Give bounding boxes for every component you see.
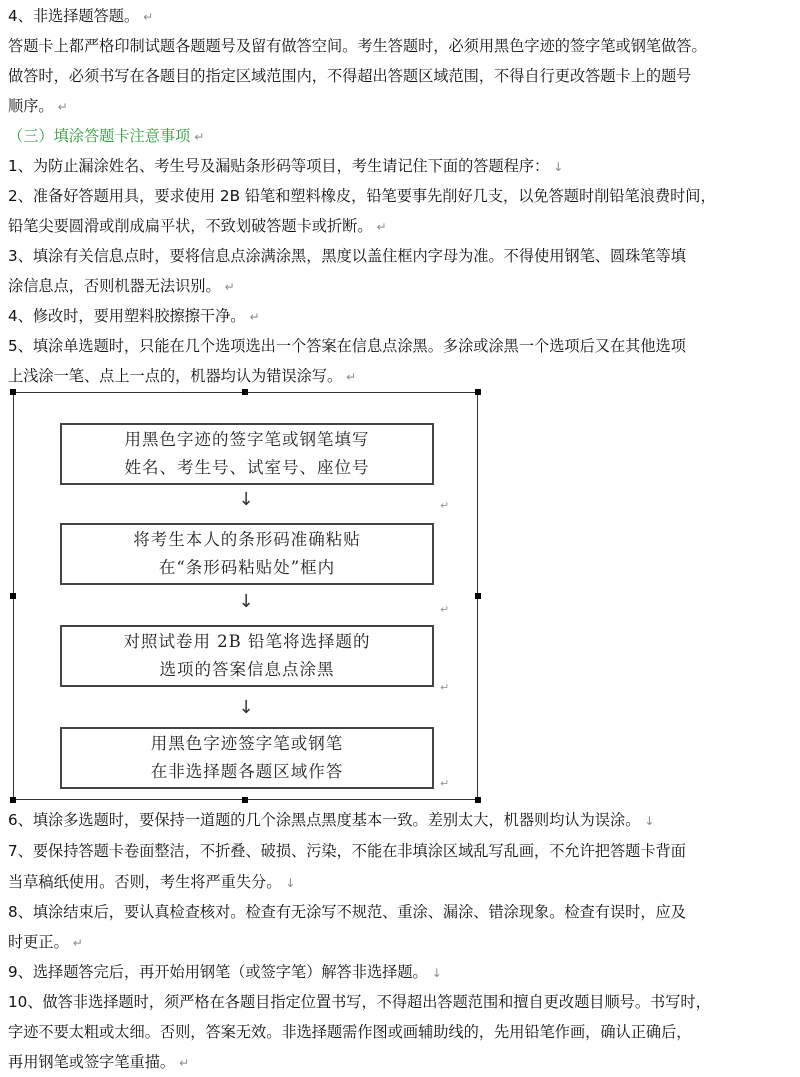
text-line: 上浅涂一笔、点上一点的，机器均认为错误涂写。 ↵	[8, 367, 357, 385]
text-line: 6、填涂多选题时，要保持一道题的几个涂黑点黑度基本一致。差别太大，机器则均认为误涂。 ↓	[8, 811, 655, 829]
section-heading: （三）填涂答题卡注意事项 ↵	[8, 127, 205, 145]
flow-step-2	[60, 523, 434, 585]
flow-step-text: 姓名、考生号、试室号、座位号	[124, 458, 370, 477]
flow-step-3	[60, 625, 434, 687]
text-line: 4、非选择题答题。 ↵	[8, 7, 154, 25]
flow-step-4	[60, 727, 434, 789]
paragraph-mark: ↵	[440, 603, 450, 616]
resize-handle[interactable]	[242, 389, 248, 395]
flow-step-text: 将考生本人的条形码准确粘贴	[133, 530, 361, 549]
text-line: 再用钢笔或签字笔重描。 ↵	[8, 1053, 190, 1071]
flow-step-text: 对照试卷用 2B 铅笔将选择题的	[123, 632, 371, 651]
flow-step-text: 用黑色字迹的签字笔或钢笔填写	[124, 430, 370, 449]
text-line: 3、填涂有关信息点时，要将信息点涂满涂黑，黑度以盖住框内字母为准。不得使用钢笔、圆珠笔等填	[8, 247, 686, 265]
text-line: 字迹不要太粗或太细。否则，答案无效。非选择题需作图或画辅助线的，先用铅笔作画，确认正确后，	[8, 1023, 692, 1041]
resize-handle[interactable]	[10, 389, 16, 395]
text-line: 9、选择题答完后，再开始用钢笔（或签字笔）解答非选择题。 ↓	[8, 963, 442, 981]
text-line: 顺序。 ↵	[8, 97, 68, 115]
paragraph-mark: ↵	[440, 681, 450, 694]
text-line: 2、准备好答题用具，要求使用 2B 铅笔和塑料橡皮，铅笔要事先削好几支，以免答题时削铅笔浪费时间，	[8, 187, 716, 205]
flow-step-1	[60, 423, 434, 485]
flow-step-text: 在“条形码粘贴处”框内	[158, 558, 336, 577]
down-arrow-icon: ↓	[238, 591, 254, 612]
paragraph-mark: ↵	[440, 499, 450, 512]
flow-step-text: 在非选择题各题区域作答	[150, 762, 344, 781]
text-line: 当草稿纸使用。否则，考生将严重失分。 ↓	[8, 873, 296, 891]
down-arrow-icon: ↓	[238, 697, 254, 718]
resize-handle[interactable]	[10, 797, 16, 803]
text-line: 做答时，必须书写在各题目的指定区域范围内，不得超出答题区域范围，不得自行更改答题卡上的题号	[8, 67, 692, 85]
text-line: 5、填涂单选题时，只能在几个选项选出一个答案在信息点涂黑。多涂或涂黑一个选项后又在其他选项	[8, 337, 686, 355]
text-line: 时更正。 ↵	[8, 933, 83, 951]
resize-handle[interactable]	[475, 797, 481, 803]
resize-handle[interactable]	[475, 389, 481, 395]
text-line: 8、填涂结束后，要认真检查核对。检查有无涂写不规范、重涂、漏涂、错涂现象。检查有误时，应及	[8, 903, 686, 921]
text-line: 涂信息点，否则机器无法识别。 ↵	[8, 277, 235, 295]
resize-handle[interactable]	[242, 797, 248, 803]
text-line: 10、做答非选择题时，须严格在各题目指定位置书写，不得超出答题范围和擅自更改题目顺号。书写时，	[8, 993, 711, 1011]
text-line: 1、为防止漏涂姓名、考生号及漏贴条形码等项目，考生请记住下面的答题程序： ↓	[8, 157, 564, 175]
down-arrow-icon: ↓	[238, 489, 254, 510]
paragraph-mark: ↵	[440, 777, 450, 790]
flowchart-image[interactable]	[13, 392, 478, 800]
resize-handle[interactable]	[475, 593, 481, 599]
text-line: 7、要保持答题卡卷面整洁，不折叠、破损、污染，不能在非填涂区域乱写乱画，不允许把答题卡背面	[8, 842, 686, 860]
flow-step-text: 用黑色字迹签字笔或钢笔	[150, 734, 344, 753]
flow-step-text: 选项的答案信息点涂黑	[159, 660, 335, 679]
text-line: 铅笔尖要圆滑或削成扁平状，不致划破答题卡或折断。 ↵	[8, 217, 387, 235]
resize-handle[interactable]	[10, 593, 16, 599]
text-line: 4、修改时，要用塑料胶擦擦干净。 ↵	[8, 307, 260, 325]
text-line: 答题卡上都严格印制试题各题题号及留有做答空间。考生答题时，必须用黑色字迹的签字笔或钢笔做答。	[8, 37, 707, 55]
